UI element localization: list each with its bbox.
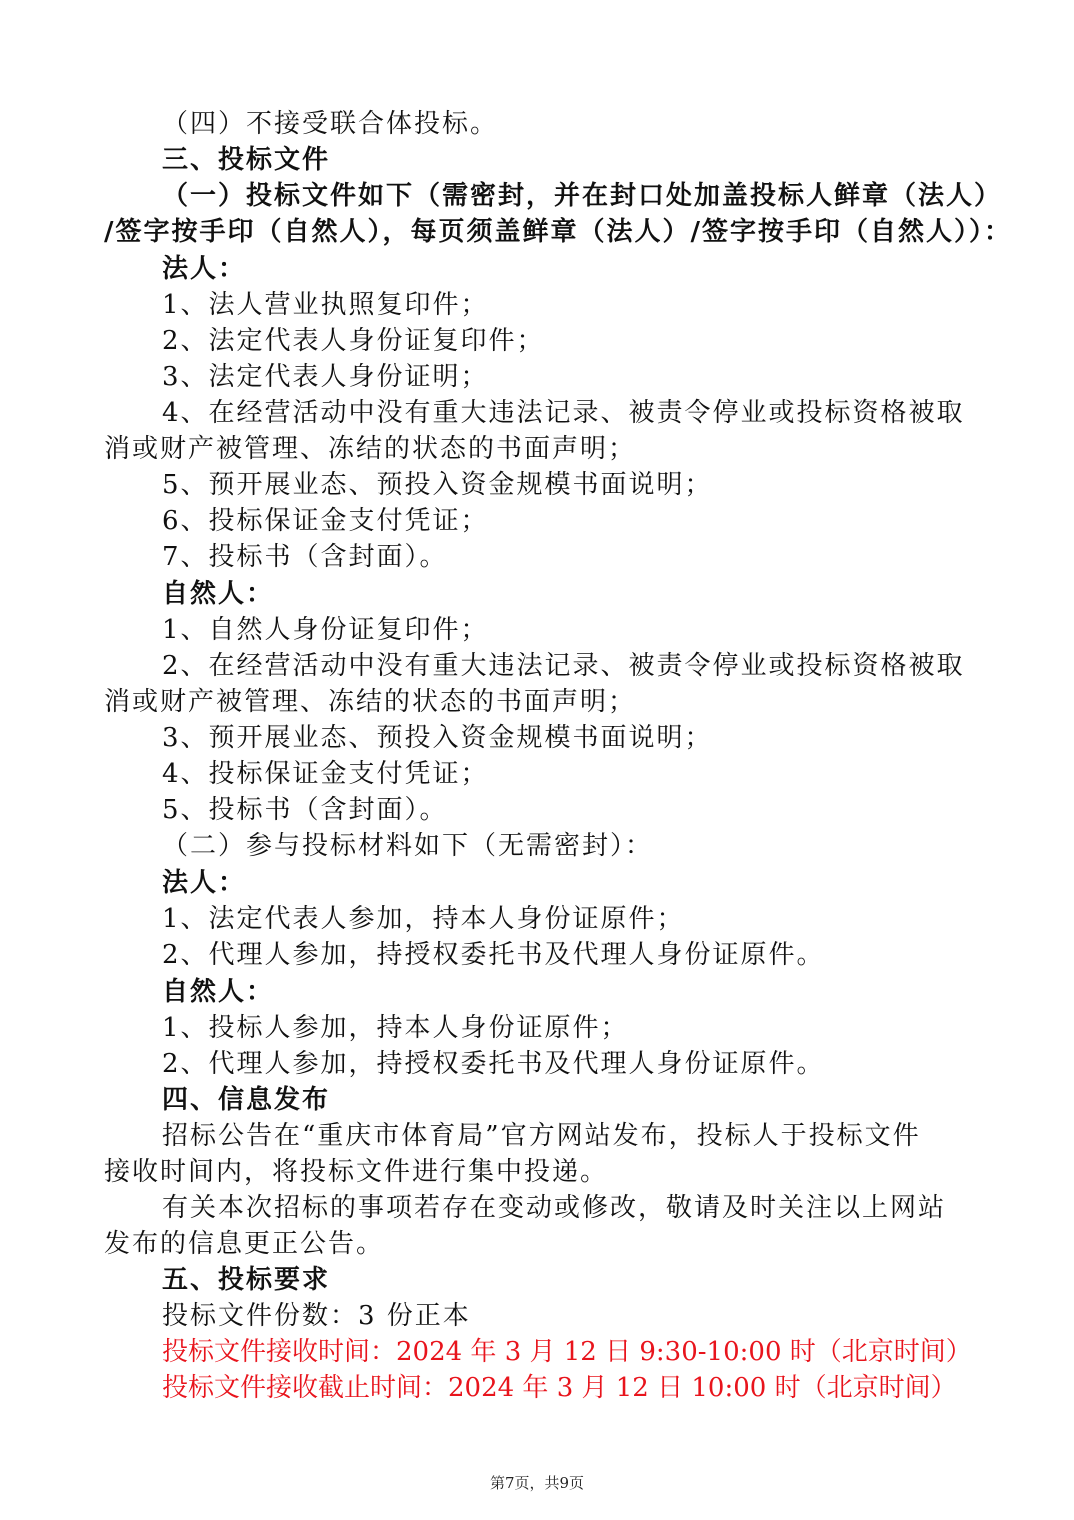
list-item: 3、法定代表人身份证明； xyxy=(162,362,489,392)
receipt-time: 投标文件接收时间：2024 年 3 月 12 日 9:30-10:00 时（北京时间） xyxy=(162,1337,972,1367)
paragraph: 招标公告在“重庆市体育局”官方网站发布，投标人于投标文件 xyxy=(162,1121,921,1151)
section-heading-bid-requirements: 五、投标要求 xyxy=(162,1265,331,1295)
paragraph: 有关本次招标的事项若存在变动或修改，敬请及时关注以上网站 xyxy=(162,1193,947,1223)
natural-person-label: 自然人： xyxy=(162,977,275,1007)
copies-count: 投标文件份数：3 份正本 xyxy=(162,1301,471,1331)
list-item: 1、法定代表人参加，持本人身份证原件； xyxy=(162,904,685,934)
section-heading-bid-documents: 三、投标文件 xyxy=(162,145,331,175)
subsection-2-heading: （二）参与投标材料如下（无需密封）： xyxy=(162,831,654,861)
list-item-cont: 消或财产被管理、冻结的状态的书面声明； xyxy=(104,687,637,717)
list-item: 1、法人营业执照复印件； xyxy=(162,290,489,320)
list-item: 5、预开展业态、预投入资金规模书面说明； xyxy=(162,470,713,500)
list-item-cont: 消或财产被管理、冻结的状态的书面声明； xyxy=(104,434,637,464)
list-item: 5、投标书（含封面）。 xyxy=(162,795,448,825)
list-item: 1、投标人参加，持本人身份证原件； xyxy=(162,1013,629,1043)
list-item: 2、法定代表人身份证复印件； xyxy=(162,326,545,356)
receipt-deadline: 投标文件接收截止时间：2024 年 3 月 12 日 10:00 时（北京时间） xyxy=(162,1373,957,1403)
list-item: 4、投标保证金支付凭证； xyxy=(162,759,489,789)
paragraph-cont: 接收时间内，将投标文件进行集中投递。 xyxy=(104,1157,609,1187)
subsection-1-heading: （一）投标文件如下（需密封，并在封口处加盖投标人鲜章（法人） xyxy=(162,181,1003,211)
page-number: 第7页，共9页 xyxy=(489,1474,585,1492)
list-item: 1、自然人身份证复印件； xyxy=(162,615,489,645)
natural-person-label: 自然人： xyxy=(162,579,275,609)
list-item: 6、投标保证金支付凭证； xyxy=(162,506,489,536)
list-item: 2、在经营活动中没有重大违法记录、被责令停业或投标资格被取 xyxy=(162,651,965,681)
subsection-1-heading-cont: /签字按手印（自然人），每页须盖鲜章（法人）/签字按手印（自然人））： xyxy=(104,217,1012,247)
list-item: 2、代理人参加，持授权委托书及代理人身份证原件。 xyxy=(162,940,825,970)
legal-person-label: 法人： xyxy=(162,868,247,898)
list-item: 4、在经营活动中没有重大违法记录、被责令停业或投标资格被取 xyxy=(162,398,965,428)
list-item: 7、投标书（含封面）。 xyxy=(162,542,448,572)
paragraph-cont: 发布的信息更正公告。 xyxy=(104,1229,385,1259)
list-item: 3、预开展业态、预投入资金规模书面说明； xyxy=(162,723,713,753)
list-item: 2、代理人参加，持授权委托书及代理人身份证原件。 xyxy=(162,1049,825,1079)
section-heading-info-release: 四、信息发布 xyxy=(162,1085,331,1115)
clause-4-no-consortium: （四）不接受联合体投标。 xyxy=(162,109,499,139)
legal-person-label: 法人： xyxy=(162,254,247,284)
